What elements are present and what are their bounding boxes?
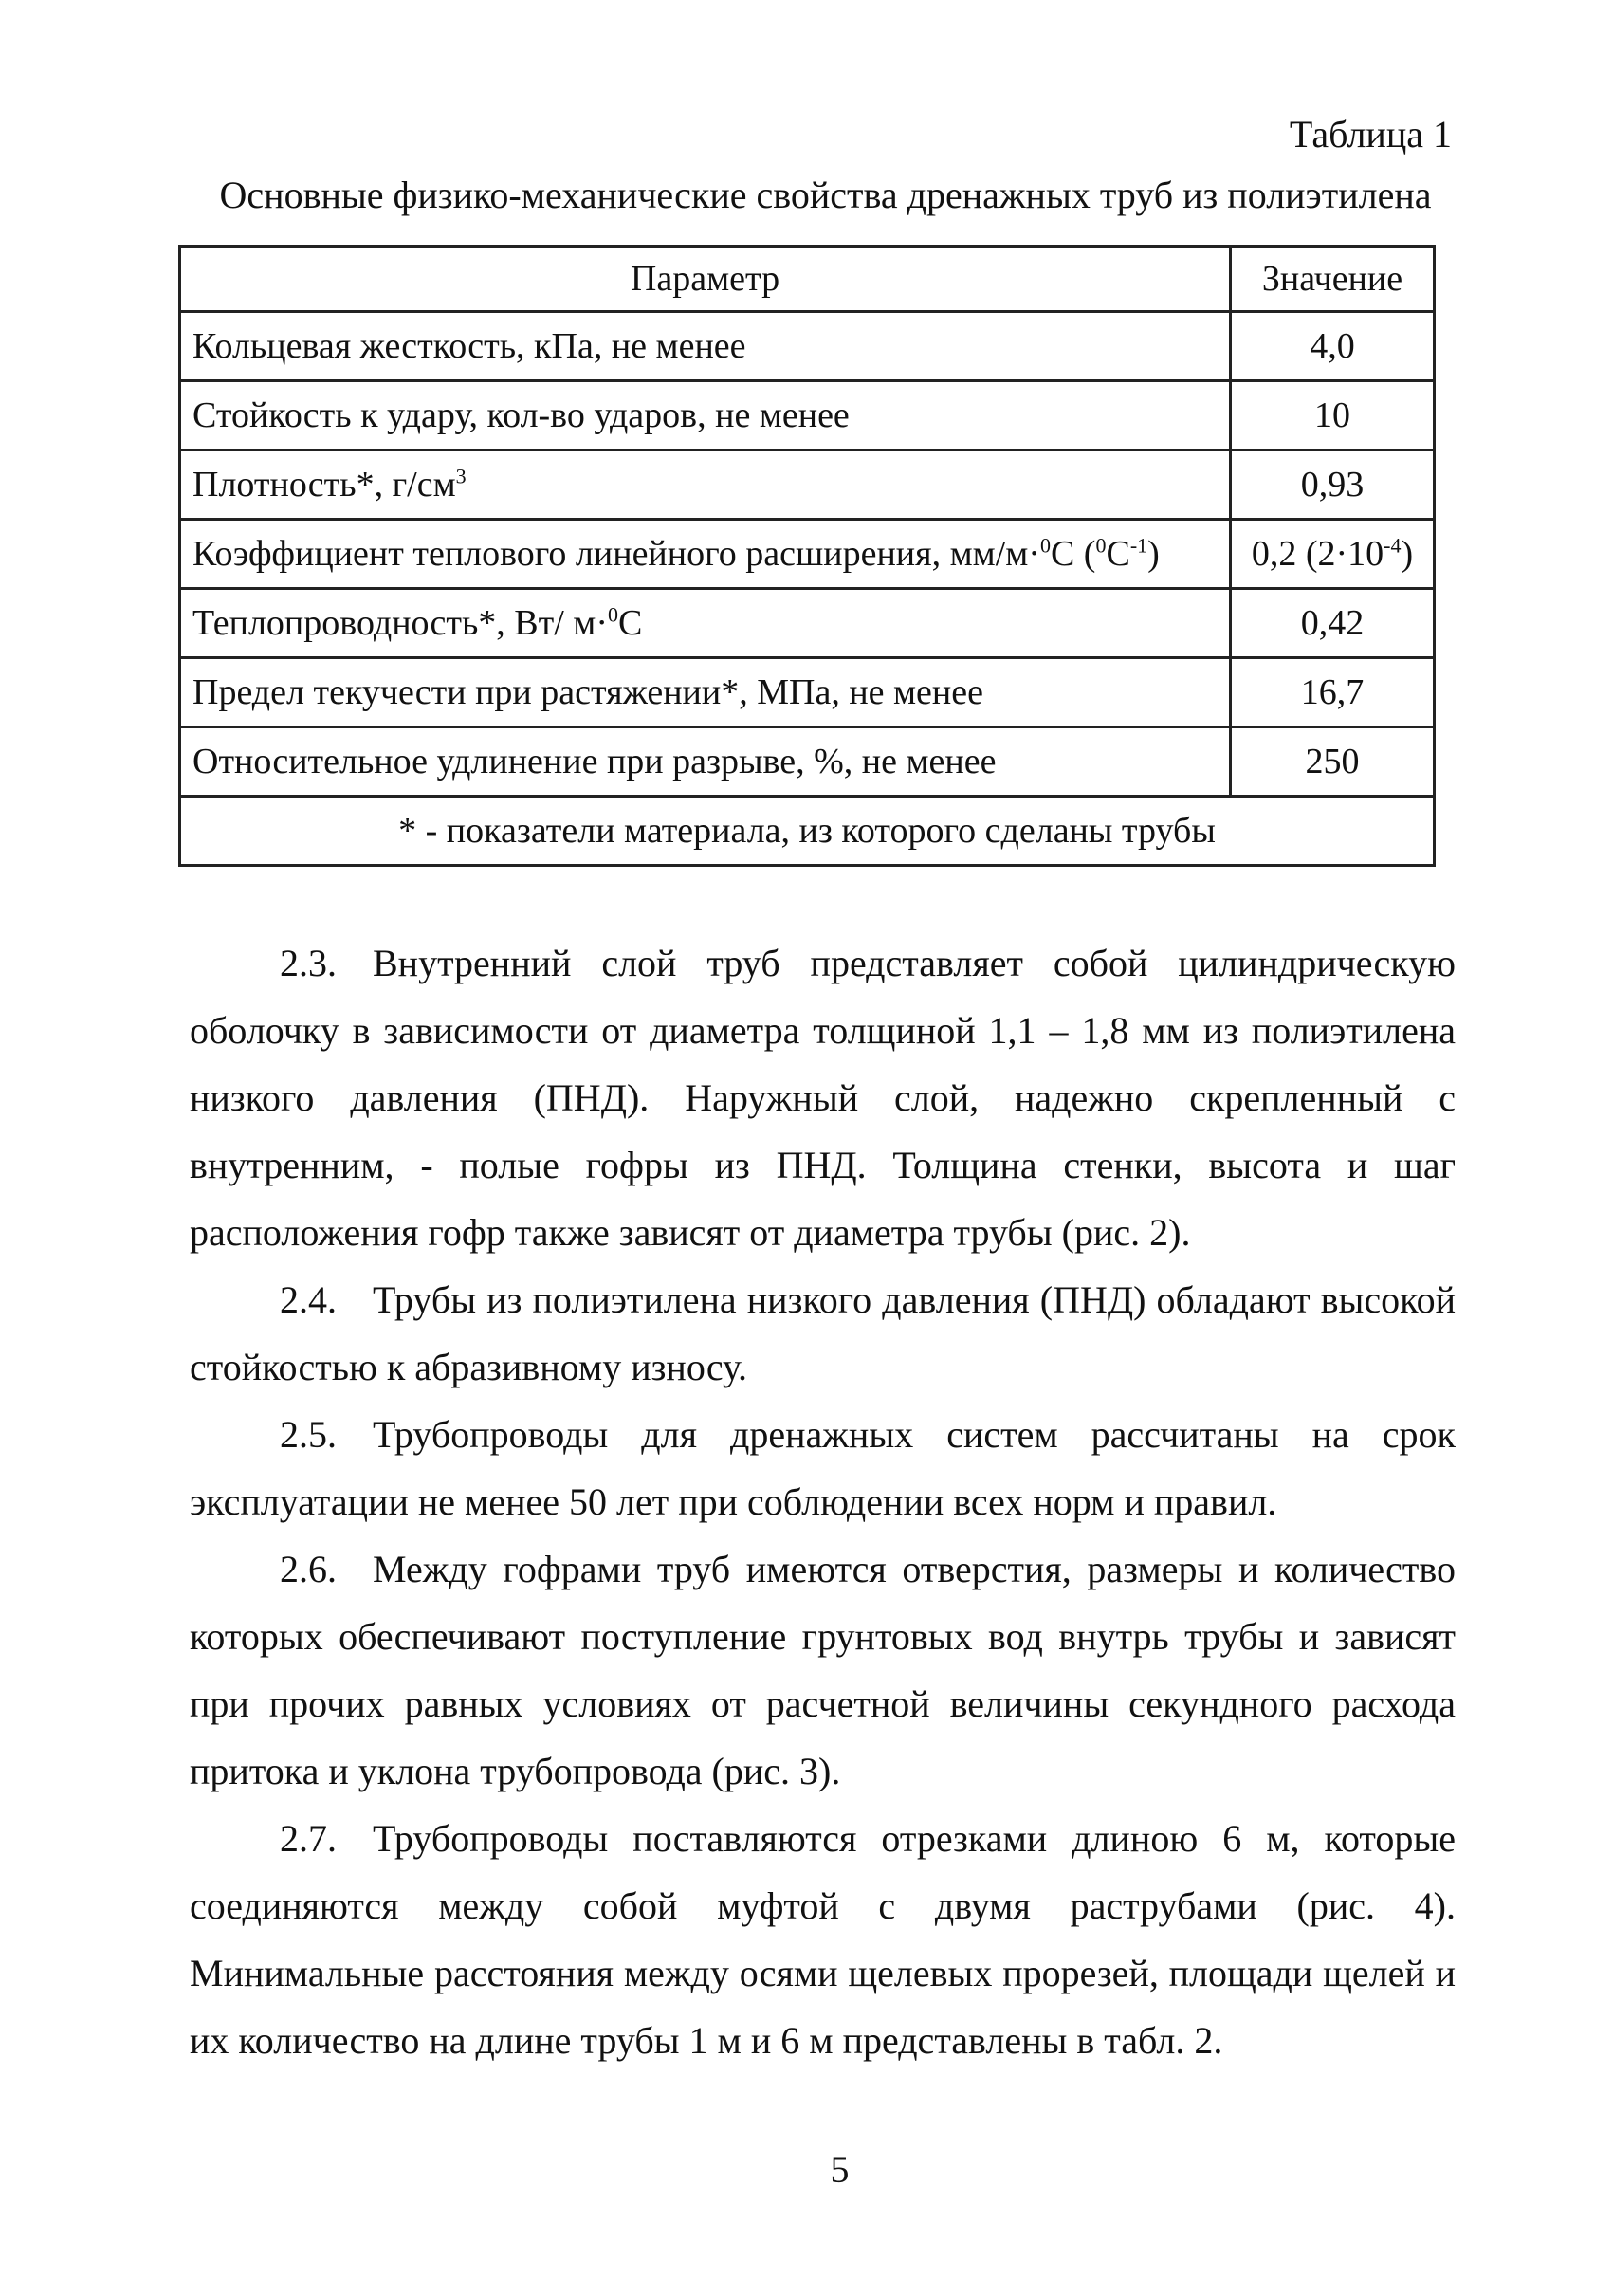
table-row: [180, 450, 1435, 520]
param-cell: Плотность*, $г/см^3$: [180, 450, 1231, 520]
table-footnote: * - показатели материала, из которого сделаны трубы: [180, 797, 1435, 866]
param-cell: Предел текучести при растяжении*, МПа, не менее: [180, 658, 1231, 727]
param-cell: Стойкость к удару, кол-во ударов, не менее: [180, 381, 1231, 450]
paragraph-text: Трубы из полиэтилена низкого давления (ПНД) обладают высокой стойкостью к абразивному износу.: [190, 1278, 1456, 1388]
table-row: [180, 520, 1435, 589]
properties-table: [178, 245, 1436, 867]
body-text: [190, 929, 1456, 2074]
paragraph: [190, 929, 1456, 1266]
paragraph-text: Между гофрами труб имеются отверстия, размеры и количество которых обеспечивают поступление грунтовых вод внутрь трубы и зависят при прочих равных условиях от расчетной величины секундного расхода притока и уклона трубопровода (рис. 3).: [190, 1548, 1456, 1792]
table-row: [180, 312, 1435, 381]
param-cell: Относительное удлинение при разрыве, %, не менее: [180, 727, 1231, 797]
value-cell: 250: [1231, 727, 1435, 797]
param-cell: Кольцевая жесткость, кПа, не менее: [180, 312, 1231, 381]
paragraph: [190, 1266, 1456, 1401]
paragraph-number: 2.4.: [280, 1278, 337, 1321]
paragraph-number: 2.5.: [280, 1413, 337, 1456]
param-cell: Коэффициент теплового линейного расширения, мм/м·$^0$C $(^0C^{-1})$: [180, 520, 1231, 589]
paragraph-text: Трубопроводы для дренажных систем рассчитаны на срок эксплуатации не менее 50 лет при соблюдении всех норм и правил.: [190, 1413, 1456, 1523]
value-cell: 16,7: [1231, 658, 1435, 727]
paragraph: [190, 1535, 1456, 1805]
table-row: [180, 658, 1435, 727]
paragraph-number: 2.3.: [280, 942, 337, 984]
paragraph-text: Внутренний слой труб представляет собой цилиндрическую оболочку в зависимости от диаметра толщиной 1,1 – 1,8 мм из полиэтилена низкого давления (ПНД). Наружный слой, надежно скрепленный с внутренним, - полые гофры из ПНД. Толщина стенки, высота и шаг расположения гофр также зависят от диаметра трубы (рис. 2).: [190, 942, 1456, 1254]
table-row: [180, 727, 1435, 797]
param-cell: Теплопроводность*, Вт/ м·$^0$C: [180, 589, 1231, 658]
table-label: Таблица 1: [1289, 113, 1452, 156]
table-row: [180, 589, 1435, 658]
table-footnote-row: [180, 797, 1435, 866]
value-cell: 4,0: [1231, 312, 1435, 381]
table-header-row: [180, 247, 1435, 312]
table-row: [180, 381, 1435, 450]
page-number: 5: [830, 2148, 850, 2191]
value-cell: 10: [1231, 381, 1435, 450]
value-cell: 0,42: [1231, 589, 1435, 658]
table-title: Основные физико-механические свойства дренажных труб из полиэтилена: [219, 174, 1432, 216]
header-parameter: Параметр: [180, 247, 1231, 312]
paragraph-number: 2.7.: [280, 1817, 337, 1860]
value-cell: 0,2 $(2\cdot 10^{-4})$: [1231, 520, 1435, 589]
paragraph: [190, 1805, 1456, 2074]
paragraph-number: 2.6.: [280, 1548, 337, 1590]
header-value: Значение: [1231, 247, 1435, 312]
paragraph: [190, 1401, 1456, 1535]
paragraph-text: Трубопроводы поставляются отрезками длиною 6 м, которые соединяются между собой муфтой с двумя раструбами (рис. 4). Минимальные расстояния между осями щелевых прорезей, площади щелей и их количество на длине трубы 1 м и 6 м представлены в табл. 2.: [190, 1817, 1456, 2062]
value-cell: 0,93: [1231, 450, 1435, 520]
